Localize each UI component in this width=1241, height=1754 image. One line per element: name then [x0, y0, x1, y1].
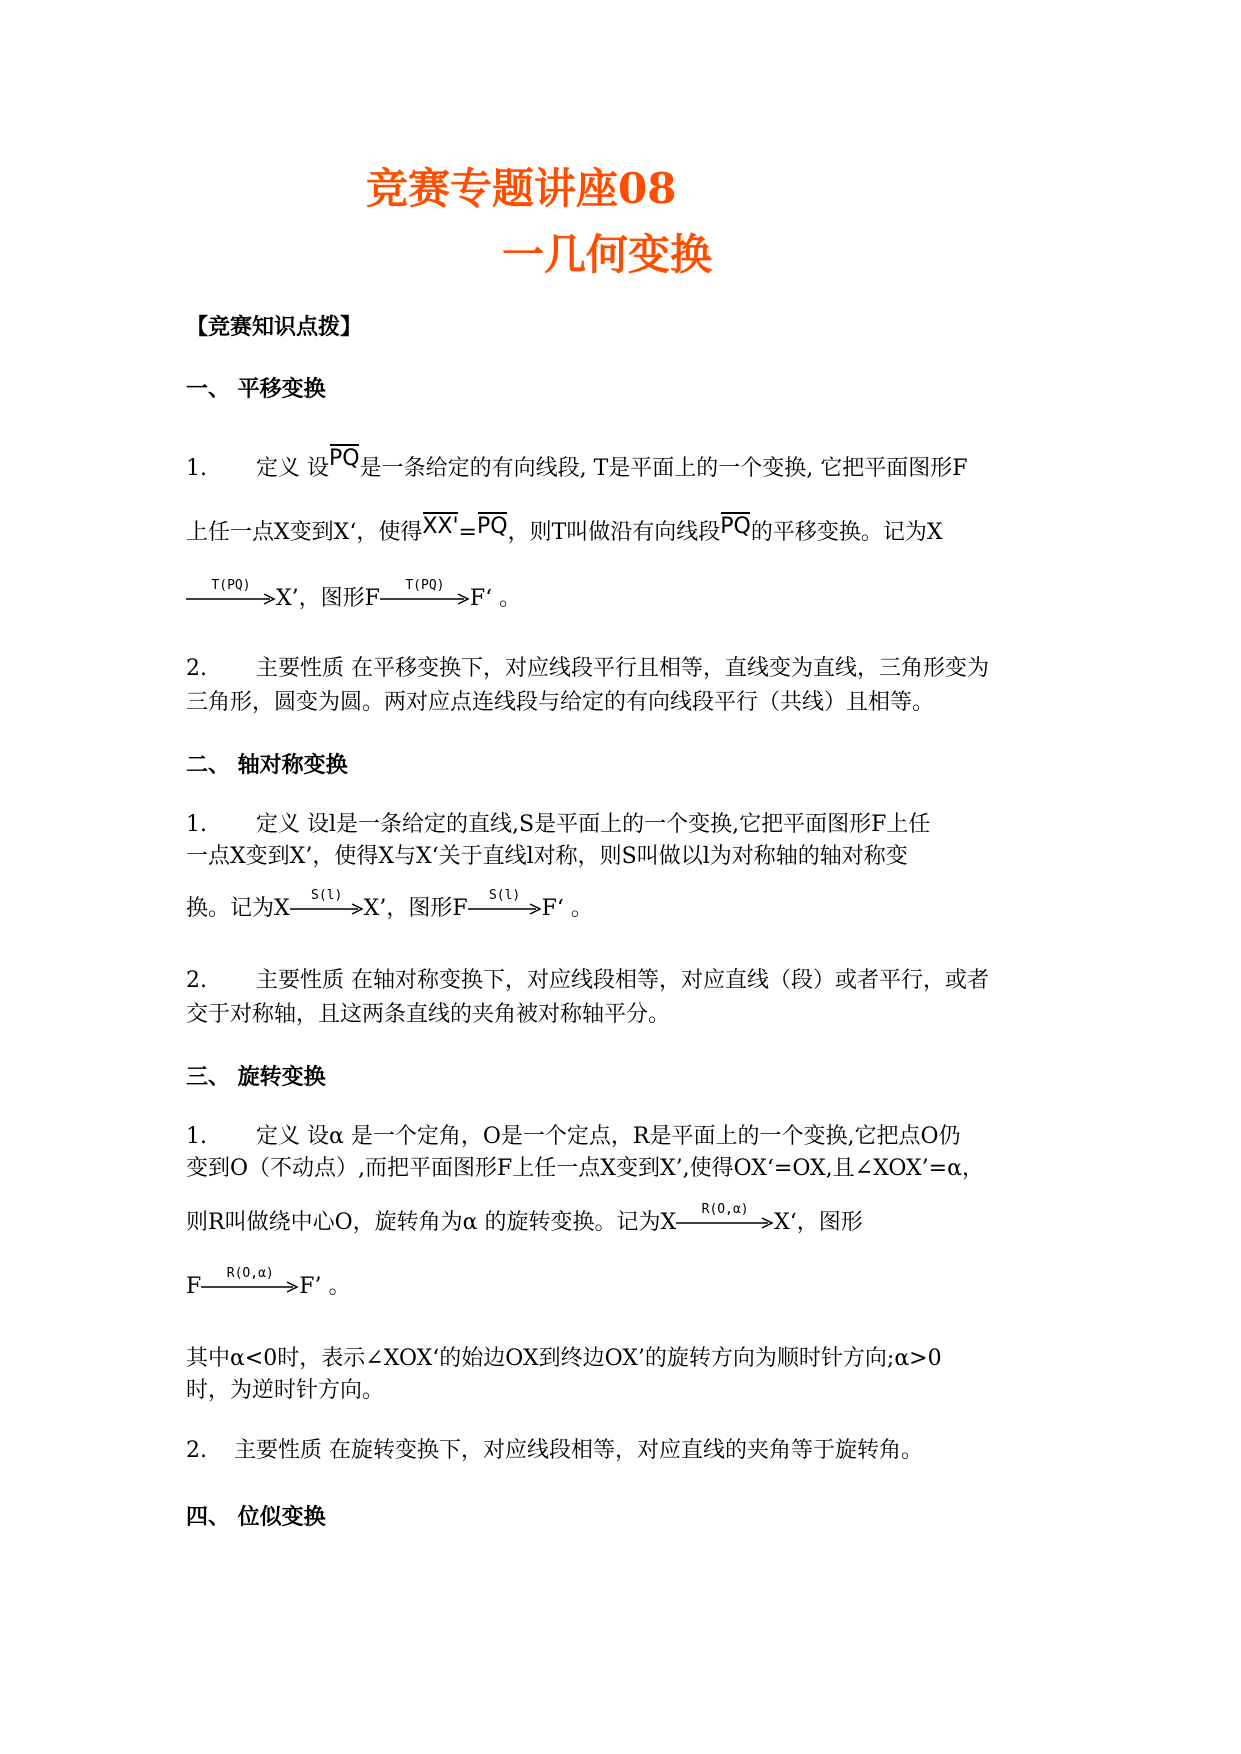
- s3-def-line3: [186, 1202, 863, 1240]
- arrow-t-pq-2: [380, 578, 470, 605]
- title-line-2: 一几何变换: [502, 230, 713, 279]
- s1-def-d: ，则T叫做沿有向线段: [507, 520, 721, 545]
- s3-def-c: F: [186, 1274, 202, 1299]
- s2-prop-number: 2.: [186, 968, 207, 993]
- s1-def-c: 上任一点X变到X‘，使得: [186, 520, 423, 545]
- s2-def-a: 换。记为X: [186, 896, 290, 921]
- section-3-header: 三、 旋转变换: [186, 1065, 326, 1090]
- s1-prop-line2: 三角形，圆变为圆。两对应点连线段与给定的有向线段平行（共线）且相等。: [186, 690, 935, 715]
- arrow-r-o-alpha-2: [201, 1266, 299, 1293]
- s3-prop-text: 主要性质 在旋转变换下，对应线段相等，对应直线的夹角等于旋转角。: [234, 1438, 923, 1463]
- s1-def-eq: =: [458, 520, 477, 545]
- s1-prop-line1: [186, 652, 989, 686]
- arrow-icon: [468, 903, 542, 915]
- s1-def-line2: [186, 516, 943, 550]
- s2-def-line2: 一点X变到X’，使得X与X‘关于直线l对称，则S叫做以l为对称轴的轴对称变: [186, 844, 908, 869]
- s2-def-line1: [186, 808, 930, 842]
- s3-def-a: 则R叫做绕中心O，旋转角为α 的旋转变换。记为X: [186, 1210, 677, 1235]
- arrow-icon: [186, 593, 276, 605]
- arrow-s-l-2: [468, 888, 542, 915]
- vector-pq-3: PQ: [720, 510, 751, 544]
- arrow-s-l: [290, 888, 364, 915]
- s1-prop-number: 2.: [186, 656, 207, 681]
- s1-def-g: F‘ 。: [469, 586, 522, 611]
- s3-note-line2: 时，为逆时针方向。: [186, 1378, 385, 1403]
- s3-def-line4: [186, 1266, 351, 1304]
- arrow-icon: [290, 903, 364, 915]
- section-2-header: 二、 轴对称变换: [186, 753, 348, 778]
- s2-def-line3: [186, 888, 593, 926]
- s3-prop-line: [186, 1434, 923, 1468]
- arrow-label-r-o-alpha: R(O,α): [701, 1202, 749, 1217]
- s2-def-b: X’，图形F: [363, 896, 468, 921]
- intro-header: 【竞赛知识点拨】: [186, 315, 363, 340]
- arrow-t-pq: [186, 578, 276, 605]
- s3-def-number: 1.: [186, 1124, 207, 1149]
- vector-xx: XX': [422, 510, 458, 544]
- s3-def-d: F’ 。: [299, 1274, 351, 1299]
- s2-def-text-1: 定义 设l是一条给定的直线,S是平面上的一个变换,它把平面图形F上任: [256, 812, 931, 837]
- s1-def-line3: [186, 578, 522, 616]
- s3-def-line1: [186, 1120, 960, 1154]
- arrow-label-s-l: S(l): [311, 888, 343, 903]
- s2-prop-line1: [186, 964, 989, 998]
- section-4-header: 四、 位似变换: [186, 1505, 326, 1530]
- arrow-label-t-pq-2: T(PQ): [405, 578, 445, 593]
- s3-def-text-1: 定义 设α 是一个定角，O是一个定点，R是平面上的一个变换,它把点O仍: [256, 1124, 961, 1149]
- s3-note-line1: 其中α<0时，表示∠XOX‘的始边OX到终边OX’的旋转方向为顺时针方向;α>0: [186, 1346, 942, 1371]
- title-line-1: 竞赛专题讲座08: [366, 164, 677, 213]
- s2-def-number: 1.: [186, 812, 207, 837]
- s3-prop-number: 2.: [186, 1438, 207, 1463]
- s1-def-line1: [186, 446, 968, 486]
- arrow-label-s-l-2: S(l): [488, 888, 521, 903]
- arrow-r-o-alpha: [676, 1202, 774, 1229]
- s3-def-line2: 变到O（不动点）,而把平面图形F上任一点X变到X’,使得OX‘=OX,且∠XOX’=α，: [186, 1156, 984, 1181]
- section-1-header: 一、 平移变换: [186, 377, 326, 402]
- s1-def-e: 的平移变换。记为X: [750, 520, 943, 545]
- s1-def-f: X’，图形F: [276, 586, 380, 611]
- arrow-label-t-pq: T(PQ): [211, 578, 251, 593]
- vector-pq: PQ: [329, 442, 360, 476]
- s2-def-c: F‘ 。: [541, 896, 593, 921]
- s1-def-a: 定义 设: [256, 456, 329, 481]
- s1-def-b: 是一条给定的有向线段, T是平面上的一个变换, 它把平面图形F: [359, 456, 968, 481]
- s1-def-number: 1.: [186, 456, 207, 481]
- arrow-icon: [201, 1281, 299, 1293]
- arrow-icon: [380, 593, 470, 605]
- s2-prop-text-1: 主要性质 在轴对称变换下，对应线段相等，对应直线（段）或者平行，或者: [256, 968, 989, 993]
- s1-prop-text-1: 主要性质 在平移变换下，对应线段平行且相等，直线变为直线，三角形变为: [256, 656, 989, 681]
- s3-def-b: X‘，图形: [774, 1210, 863, 1235]
- vector-pq-2: PQ: [477, 510, 508, 544]
- s2-prop-line2: 交于对称轴，且这两条直线的夹角被对称轴平分。: [186, 1002, 671, 1027]
- arrow-icon: [676, 1217, 774, 1229]
- arrow-label-r-o-alpha-2: R(O,α): [226, 1266, 274, 1281]
